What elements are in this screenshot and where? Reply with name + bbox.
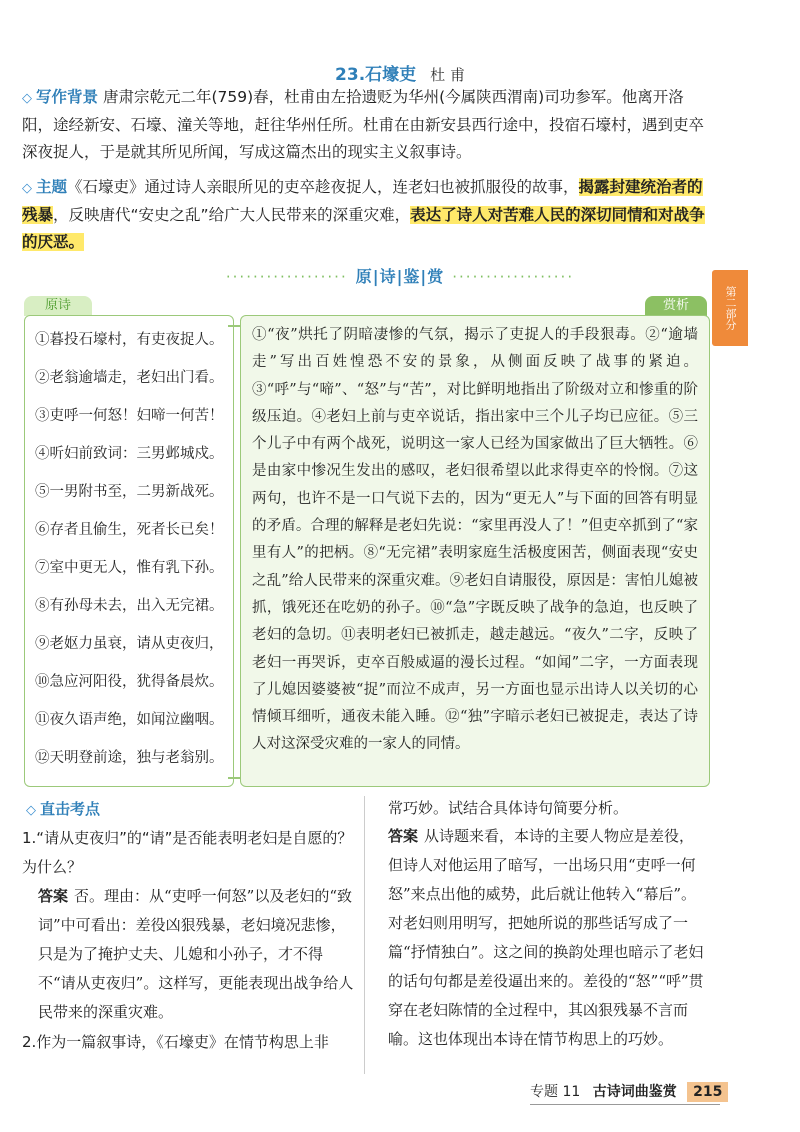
- section-dots-right: ··················: [452, 268, 575, 286]
- theme-highlight-2: 表达了诗人对苦难人民的深切同情和对战争的厌恶。: [22, 206, 705, 251]
- footer-name: 古诗词曲鉴赏: [592, 1084, 677, 1100]
- connector-bottom: [228, 777, 240, 779]
- poem-line: ③吏呼一何怒！妇啼一何苦！: [35, 408, 224, 424]
- diamond-icon: ◇: [22, 91, 32, 106]
- answer-2-label: 答案: [388, 827, 419, 845]
- page-number: 215: [687, 1082, 728, 1102]
- poem-line: ⑤一男附书至，二男新战死。: [35, 484, 224, 500]
- poem-line: ①暮投石壕村，有吏夜捉人。: [35, 332, 224, 348]
- poem-line: ⑨老妪力虽衰，请从吏夜归，: [35, 636, 224, 652]
- poem-line: ⑩急应河阳役，犹得备晨炊。: [35, 674, 224, 690]
- appreciation-text: ①“夜”烘托了阴暗凄惨的气氛，揭示了吏捉人的手段狠毒。②“逾墙走”写出百姓惶恐不安的景象，从侧面反映了战事的紧迫。③“呼”与“啼”、“怒”与“苦”，对比鲜明地指出了阶级对立和惨重的阶级压迫。④老妇上前与吏卒说话，指出家中三个儿子均已应征。⑤三个儿子中有两个战死，说明这一家人已经为国家做出了巨大牺牲。⑥是由家中惨况生发出的感叹，老妇很希望以此求得吏卒的怜悯。⑦这两句，也许不是一口气说下去的，因为“更无人”与下面的回答有明显的矛盾。合理的解释是老妇先说：“家里再没人了！”但吏卒抓到了“家里有人”的把柄。⑧“无完裙”表明家庭生活极度困苦，侧面表现“安史之乱”给人民带来的深重灾难。⑨老妇自请服役，原因是：害怕儿媳被抓，饿死还在吃奶的孙子。⑩“急”字既反映了战争的急迫，也反映了老妇的急切。⑪表明老妇已被抓走，越走越远。“夜久”二字，反映了老妇一再哭诉，吏卒百般威逼的漫长过程。“如闻”二字，一方面表现了儿媳因婆婆被“捉”而泣不成声，另一方面也显示出诗人以关切的心情倾耳细听，通夜未能入睡。⑫“独”字暗示老妇已被捉走，表达了诗人对这深受灾难的一家人的同情。: [252, 327, 698, 753]
- column-divider: [364, 796, 365, 1074]
- original-poem-tab: 原诗: [24, 296, 92, 316]
- theme-paragraph: [22, 174, 712, 256]
- poem-title: [0, 60, 800, 85]
- poem-line: ④听妇前致词：三男邺城戍。: [35, 446, 224, 462]
- question-2-start: 2.作为一篇叙事诗，《石壕吏》在情节构思上非: [22, 1033, 329, 1051]
- background-paragraph: [22, 84, 712, 166]
- theme-label: ◇ 主题: [22, 178, 67, 196]
- poem-line: ⑧有孙母未去，出入无完裙。: [35, 598, 224, 614]
- answer-2-text: 从诗题来看，本诗的主要人物应是差役，但诗人对他运用了暗写，一出场只用“吏呼一何怒”来点出他的威势，此后就让他转入“幕后”。对老妇则用明写，把她所说的那些话写成了一篇“抒情独白”。这之间的换韵处理也暗示了老妇的话句句都是差役逼出来的。差役的“怒”“呼”贯穿在老妇陈情的全过程中，其凶狠残暴不言而喻。这也体现出本诗在情节构思上的巧妙。: [388, 827, 704, 1048]
- poem-box: [24, 315, 234, 787]
- answer-1-label: 答案: [38, 887, 69, 905]
- exam-label: ◇ 直击考点: [26, 800, 101, 818]
- answer-1: [38, 882, 354, 1027]
- theme-highlight-1: 揭露封建统治者的残暴: [22, 178, 703, 224]
- theme-text-1: 《石壕吏》通过诗人亲眼所见的吏卒趁夜捉人，连老妇也被抓服役的故事，: [67, 178, 579, 196]
- page-footer: [530, 1078, 730, 1106]
- answer-2: [388, 822, 708, 1054]
- poem-line: ⑪夜久语声绝，如闻泣幽咽。: [35, 712, 224, 728]
- section-title: 原|诗|鉴|赏: [355, 267, 445, 286]
- footer-topic: 专题 11: [530, 1084, 581, 1100]
- question-2-end: 常巧妙。试结合具体诗句简要分析。: [388, 799, 629, 817]
- theme-text-2: ，反映唐代“安史之乱”给广大人民带来的深重灾难，: [53, 206, 411, 224]
- diamond-icon: ◇: [22, 181, 32, 196]
- background-label: ◇ 写作背景: [22, 88, 98, 106]
- footer-rule: [530, 1104, 720, 1105]
- background-text: 唐肃宗乾元二年(759)春，杜甫由左拾遗贬为华州(今属陕西渭南)司功参军。他离开洛阳，途经新安、石壕、潼关等地，赶往华州任所。杜甫在由新安县西行途中，投宿石壕村，遇到吏卒深夜捉人，于是就其所见所闻，写成这篇杰出的现实主义叙事诗。: [22, 88, 705, 161]
- poem-line: ⑦室中更无人，惟有乳下孙。: [35, 560, 224, 576]
- answer-1-text: 否。理由：从“吏呼一何怒”以及老妇的“致词”中可看出：差役凶狠残暴，老妇境况悲惨，只是为了掩护丈夫、儿媳和小孙子，才不得不“请从吏夜归”。这样写，更能表现出战争给人民带来的深重灾难。: [38, 887, 354, 1021]
- part-side-tab: 第二部分: [712, 270, 748, 346]
- question-1: 1.“请从吏夜归”的“请”是否能表明老妇是自愿的？为什么？: [22, 829, 353, 876]
- author-name: 杜 甫: [430, 66, 465, 84]
- poem-line: ②老翁逾墙走，老妇出门看。: [35, 370, 224, 386]
- appreciation-tab: 赏析: [645, 296, 707, 316]
- title-text: 23.石壕吏: [335, 65, 417, 85]
- poem-line: ⑥存者且偷生，死者长已矣！: [35, 522, 224, 538]
- section-heading: [0, 264, 800, 287]
- connector-top: [228, 325, 240, 327]
- poem-line: ⑫天明登前途，独与老翁别。: [35, 750, 224, 766]
- diamond-icon: ◇: [26, 803, 36, 818]
- section-dots-left: ··················: [225, 268, 348, 286]
